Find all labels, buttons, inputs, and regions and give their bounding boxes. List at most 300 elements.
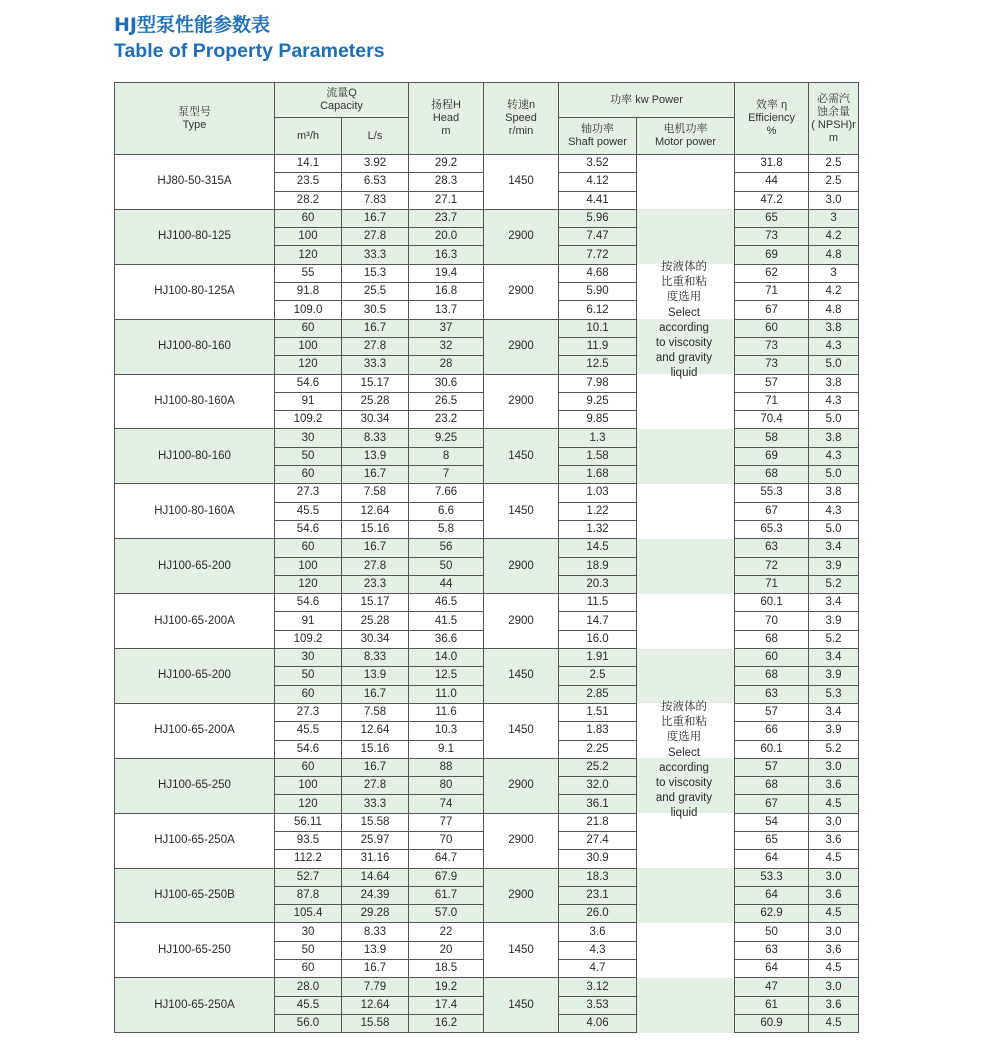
efficiency-cell: 50	[735, 923, 809, 941]
efficiency-cell: 53.3	[735, 868, 809, 886]
npsh-cell: 4.3	[809, 447, 859, 465]
capacity-m3h-cell: 54.6	[275, 374, 342, 392]
npsh-cell: 4.5	[809, 960, 859, 978]
head-cell: 13.7	[409, 301, 484, 319]
motor-power-cell	[637, 374, 735, 429]
capacity-m3h-cell: 23.5	[275, 173, 342, 191]
head-cell: 80	[409, 777, 484, 795]
capacity-m3h-cell: 120	[275, 575, 342, 593]
header-capacity-ls: L/s	[342, 118, 409, 155]
efficiency-cell: 64	[735, 850, 809, 868]
head-cell: 70	[409, 831, 484, 849]
shaft-power-cell: 5.96	[559, 209, 637, 227]
npsh-cell: 4.5	[809, 1014, 859, 1032]
speed-cell: 2900	[484, 813, 559, 868]
shaft-power-cell: 1.58	[559, 447, 637, 465]
shaft-power-cell: 9.85	[559, 411, 637, 429]
head-cell: 5.8	[409, 520, 484, 538]
motor-power-note-1: 按液体的 比重和粘 度选用 Select according to viscosity and gravity liquid	[655, 261, 713, 380]
head-cell: 88	[409, 758, 484, 776]
capacity-ls-cell: 25.28	[342, 392, 409, 410]
npsh-cell: 3.4	[809, 594, 859, 612]
efficiency-cell: 73	[735, 228, 809, 246]
speed-cell: 1450	[484, 923, 559, 978]
capacity-ls-cell: 14.64	[342, 868, 409, 886]
head-cell: 74	[409, 795, 484, 813]
table-row	[115, 374, 859, 392]
shaft-power-cell: 21.8	[559, 813, 637, 831]
head-cell: 7.66	[409, 484, 484, 502]
capacity-ls-cell: 25.28	[342, 612, 409, 630]
shaft-power-cell: 1.51	[559, 703, 637, 721]
motor-power-cell	[637, 429, 735, 484]
speed-cell: 2900	[484, 868, 559, 923]
shaft-power-cell: 25.2	[559, 758, 637, 776]
efficiency-cell: 71	[735, 392, 809, 410]
property-parameters-table	[114, 82, 859, 1033]
npsh-cell: 3.0	[809, 191, 859, 209]
capacity-m3h-cell: 100	[275, 777, 342, 795]
capacity-m3h-cell: 28.2	[275, 191, 342, 209]
npsh-cell: 3.6	[809, 777, 859, 795]
pump-group	[115, 155, 859, 210]
pump-type-cell: HJ100-65-200	[115, 539, 275, 594]
capacity-m3h-cell: 52.7	[275, 868, 342, 886]
npsh-cell: 4.5	[809, 850, 859, 868]
speed-cell: 2900	[484, 758, 559, 813]
capacity-m3h-cell: 14.1	[275, 155, 342, 173]
capacity-m3h-cell: 60	[275, 758, 342, 776]
head-cell: 23.2	[409, 411, 484, 429]
npsh-cell: 3.0	[809, 868, 859, 886]
head-cell: 16.3	[409, 246, 484, 264]
capacity-ls-cell: 6.53	[342, 173, 409, 191]
capacity-ls-cell: 13.9	[342, 941, 409, 959]
capacity-ls-cell: 30.34	[342, 411, 409, 429]
shaft-power-cell: 7.47	[559, 228, 637, 246]
pump-type-cell: HJ100-80-125A	[115, 264, 275, 319]
efficiency-cell: 62	[735, 264, 809, 282]
efficiency-cell: 54	[735, 813, 809, 831]
shaft-power-cell: 1.32	[559, 520, 637, 538]
shaft-power-cell: 4.7	[559, 960, 637, 978]
speed-cell: 2900	[484, 264, 559, 319]
efficiency-cell: 70	[735, 612, 809, 630]
shaft-power-cell: 20.3	[559, 575, 637, 593]
capacity-m3h-cell: 27.3	[275, 703, 342, 721]
speed-cell: 2900	[484, 374, 559, 429]
capacity-m3h-cell: 56.0	[275, 1014, 342, 1032]
header-capacity-m3h: m³/h	[275, 118, 342, 155]
pump-group	[115, 813, 859, 868]
capacity-m3h-cell: 91	[275, 392, 342, 410]
capacity-m3h-cell: 60	[275, 319, 342, 337]
capacity-m3h-cell: 93.5	[275, 831, 342, 849]
speed-cell: 2900	[484, 594, 559, 649]
capacity-m3h-cell: 60	[275, 466, 342, 484]
capacity-ls-cell: 33.3	[342, 356, 409, 374]
capacity-ls-cell: 16.7	[342, 539, 409, 557]
efficiency-cell: 64	[735, 886, 809, 904]
shaft-power-cell: 36.1	[559, 795, 637, 813]
capacity-ls-cell: 30.34	[342, 630, 409, 648]
shaft-power-cell: 7.72	[559, 246, 637, 264]
pump-type-cell: HJ100-80-125	[115, 209, 275, 264]
head-cell: 44	[409, 575, 484, 593]
npsh-cell: 2.5	[809, 173, 859, 191]
pump-type-cell: HJ100-65-200A	[115, 594, 275, 649]
head-cell: 29.2	[409, 155, 484, 173]
capacity-m3h-cell: 54.6	[275, 594, 342, 612]
npsh-cell: 5.0	[809, 411, 859, 429]
efficiency-cell: 73	[735, 356, 809, 374]
pump-type-cell: HJ100-65-250B	[115, 868, 275, 923]
header-capacity: 流量Q Capacity	[275, 83, 409, 118]
npsh-cell: 4.3	[809, 502, 859, 520]
npsh-cell: 3.8	[809, 374, 859, 392]
capacity-m3h-cell: 100	[275, 228, 342, 246]
capacity-m3h-cell: 54.6	[275, 740, 342, 758]
pump-type-cell: HJ100-65-250A	[115, 978, 275, 1033]
header-npsh: 必需汽 蚀余量 ( NPSH)r m	[809, 83, 859, 155]
pump-type-cell: HJ100-65-200A	[115, 703, 275, 758]
pump-group	[115, 374, 859, 429]
efficiency-cell: 73	[735, 337, 809, 355]
speed-cell: 1450	[484, 429, 559, 484]
npsh-cell: 3.8	[809, 429, 859, 447]
shaft-power-cell: 1.91	[559, 649, 637, 667]
speed-cell: 2900	[484, 319, 559, 374]
speed-cell: 1450	[484, 978, 559, 1033]
shaft-power-cell: 27.4	[559, 831, 637, 849]
pump-group	[115, 594, 859, 649]
capacity-ls-cell: 29.28	[342, 905, 409, 923]
table-row	[115, 868, 859, 886]
npsh-cell: 5.0	[809, 520, 859, 538]
head-cell: 41.5	[409, 612, 484, 630]
header-shaft-power: 轴功率 Shaft power	[559, 118, 637, 155]
pump-group	[115, 923, 859, 978]
capacity-ls-cell: 25.5	[342, 283, 409, 301]
efficiency-cell: 57	[735, 758, 809, 776]
efficiency-cell: 71	[735, 575, 809, 593]
npsh-cell: 3.0	[809, 978, 859, 996]
capacity-m3h-cell: 60	[275, 209, 342, 227]
npsh-cell: 3.9	[809, 722, 859, 740]
efficiency-cell: 65.3	[735, 520, 809, 538]
table-row	[115, 813, 859, 831]
pump-group	[115, 484, 859, 539]
efficiency-cell: 63	[735, 941, 809, 959]
capacity-ls-cell: 13.9	[342, 667, 409, 685]
head-cell: 14.0	[409, 649, 484, 667]
head-cell: 36.6	[409, 630, 484, 648]
pump-group	[115, 264, 859, 319]
pump-type-cell: HJ100-65-250	[115, 923, 275, 978]
capacity-m3h-cell: 50	[275, 941, 342, 959]
npsh-cell: 3.0	[809, 813, 859, 831]
npsh-cell: 3.9	[809, 557, 859, 575]
capacity-ls-cell: 7.58	[342, 703, 409, 721]
speed-cell: 1450	[484, 703, 559, 758]
shaft-power-cell: 4.12	[559, 173, 637, 191]
efficiency-cell: 60	[735, 319, 809, 337]
capacity-ls-cell: 25.97	[342, 831, 409, 849]
head-cell: 28	[409, 356, 484, 374]
head-cell: 9.25	[409, 429, 484, 447]
capacity-m3h-cell: 60	[275, 685, 342, 703]
motor-power-cell	[637, 484, 735, 539]
capacity-m3h-cell: 27.3	[275, 484, 342, 502]
shaft-power-cell: 1.3	[559, 429, 637, 447]
capacity-ls-cell: 7.83	[342, 191, 409, 209]
head-cell: 8	[409, 447, 484, 465]
capacity-ls-cell: 23.3	[342, 575, 409, 593]
shaft-power-cell: 3.52	[559, 155, 637, 173]
shaft-power-cell: 18.3	[559, 868, 637, 886]
head-cell: 20.0	[409, 228, 484, 246]
shaft-power-cell: 3.6	[559, 923, 637, 941]
npsh-cell: 4.8	[809, 246, 859, 264]
motor-power-cell	[637, 209, 735, 264]
pump-type-cell: HJ100-80-160	[115, 319, 275, 374]
efficiency-cell: 60.1	[735, 740, 809, 758]
npsh-cell: 4.8	[809, 301, 859, 319]
efficiency-cell: 67	[735, 502, 809, 520]
capacity-m3h-cell: 60	[275, 960, 342, 978]
capacity-m3h-cell: 91	[275, 612, 342, 630]
capacity-m3h-cell: 100	[275, 337, 342, 355]
motor-power-cell	[637, 868, 735, 923]
pump-type-cell: HJ100-65-250	[115, 758, 275, 813]
capacity-ls-cell: 15.17	[342, 374, 409, 392]
capacity-m3h-cell: 45.5	[275, 722, 342, 740]
efficiency-cell: 31.8	[735, 155, 809, 173]
table-row	[115, 539, 859, 557]
capacity-ls-cell: 27.8	[342, 228, 409, 246]
table-header	[115, 83, 859, 155]
npsh-cell: 4.2	[809, 228, 859, 246]
capacity-m3h-cell: 120	[275, 246, 342, 264]
capacity-ls-cell: 8.33	[342, 649, 409, 667]
head-cell: 32	[409, 337, 484, 355]
head-cell: 61.7	[409, 886, 484, 904]
capacity-ls-cell: 16.7	[342, 209, 409, 227]
head-cell: 12.5	[409, 667, 484, 685]
efficiency-cell: 68	[735, 777, 809, 795]
motor-power-cell	[637, 539, 735, 594]
motor-power-cell	[637, 978, 735, 1033]
capacity-ls-cell: 15.58	[342, 1014, 409, 1032]
shaft-power-cell: 4.68	[559, 264, 637, 282]
capacity-ls-cell: 27.8	[342, 777, 409, 795]
pump-type-cell: HJ100-80-160A	[115, 374, 275, 429]
efficiency-cell: 68	[735, 630, 809, 648]
head-cell: 30.6	[409, 374, 484, 392]
capacity-m3h-cell: 28.0	[275, 978, 342, 996]
speed-cell: 2900	[484, 539, 559, 594]
efficiency-cell: 63	[735, 539, 809, 557]
shaft-power-cell: 1.68	[559, 466, 637, 484]
table-row	[115, 155, 859, 173]
shaft-power-cell: 14.7	[559, 612, 637, 630]
shaft-power-cell: 2.25	[559, 740, 637, 758]
capacity-m3h-cell: 45.5	[275, 996, 342, 1014]
capacity-ls-cell: 31.16	[342, 850, 409, 868]
efficiency-cell: 60.9	[735, 1014, 809, 1032]
shaft-power-cell: 1.83	[559, 722, 637, 740]
capacity-ls-cell: 16.7	[342, 960, 409, 978]
efficiency-cell: 65	[735, 831, 809, 849]
capacity-ls-cell: 15.3	[342, 264, 409, 282]
npsh-cell: 4.3	[809, 337, 859, 355]
table-row	[115, 758, 859, 776]
pump-group	[115, 319, 859, 374]
head-cell: 20	[409, 941, 484, 959]
shaft-power-cell: 23.1	[559, 886, 637, 904]
head-cell: 37	[409, 319, 484, 337]
pump-group	[115, 978, 859, 1033]
head-cell: 11.6	[409, 703, 484, 721]
efficiency-cell: 60.1	[735, 594, 809, 612]
capacity-ls-cell: 7.79	[342, 978, 409, 996]
efficiency-cell: 65	[735, 209, 809, 227]
npsh-cell: 2.5	[809, 155, 859, 173]
head-cell: 10.3	[409, 722, 484, 740]
npsh-cell: 3	[809, 209, 859, 227]
npsh-cell: 4.5	[809, 905, 859, 923]
efficiency-cell: 67	[735, 301, 809, 319]
shaft-power-cell: 26.0	[559, 905, 637, 923]
efficiency-cell: 68	[735, 466, 809, 484]
capacity-m3h-cell: 55	[275, 264, 342, 282]
pump-group	[115, 758, 859, 813]
head-cell: 9.1	[409, 740, 484, 758]
capacity-ls-cell: 15.58	[342, 813, 409, 831]
npsh-cell: 3.4	[809, 539, 859, 557]
speed-cell: 1450	[484, 649, 559, 704]
efficiency-cell: 62.9	[735, 905, 809, 923]
shaft-power-cell: 4.06	[559, 1014, 637, 1032]
speed-cell: 1450	[484, 484, 559, 539]
npsh-cell: 5.0	[809, 466, 859, 484]
header-power: 功率 kw Power	[559, 83, 735, 118]
capacity-m3h-cell: 45.5	[275, 502, 342, 520]
shaft-power-cell: 9.25	[559, 392, 637, 410]
capacity-ls-cell: 12.64	[342, 996, 409, 1014]
npsh-cell: 3	[809, 264, 859, 282]
header-head: 扬程H Head m	[409, 83, 484, 155]
pump-type-cell: HJ80-50-315A	[115, 155, 275, 210]
capacity-ls-cell: 27.8	[342, 337, 409, 355]
head-cell: 50	[409, 557, 484, 575]
capacity-ls-cell: 33.3	[342, 795, 409, 813]
capacity-ls-cell: 8.33	[342, 429, 409, 447]
shaft-power-cell: 18.9	[559, 557, 637, 575]
npsh-cell: 3.6	[809, 996, 859, 1014]
capacity-m3h-cell: 50	[275, 667, 342, 685]
capacity-m3h-cell: 105.4	[275, 905, 342, 923]
capacity-m3h-cell: 120	[275, 795, 342, 813]
capacity-m3h-cell: 30	[275, 429, 342, 447]
pump-group	[115, 868, 859, 923]
head-cell: 16.8	[409, 283, 484, 301]
shaft-power-cell: 12.5	[559, 356, 637, 374]
capacity-m3h-cell: 120	[275, 356, 342, 374]
pump-group	[115, 539, 859, 594]
npsh-cell: 3.0	[809, 758, 859, 776]
capacity-m3h-cell: 54.6	[275, 520, 342, 538]
page-title-cn: HJ型泵性能参数表	[114, 14, 270, 36]
header-type: 泵型号 Type	[115, 83, 275, 155]
head-cell: 56	[409, 539, 484, 557]
shaft-power-cell: 32.0	[559, 777, 637, 795]
motor-power-cell	[637, 594, 735, 649]
efficiency-cell: 66	[735, 722, 809, 740]
capacity-ls-cell: 15.16	[342, 520, 409, 538]
head-cell: 28.3	[409, 173, 484, 191]
shaft-power-cell: 1.22	[559, 502, 637, 520]
capacity-ls-cell: 13.9	[342, 447, 409, 465]
head-cell: 67.9	[409, 868, 484, 886]
pump-group	[115, 429, 859, 484]
shaft-power-cell: 14.5	[559, 539, 637, 557]
motor-power-note-2: 按液体的 比重和粘 度选用 Select according to viscosity and gravity liquid	[655, 701, 713, 820]
npsh-cell: 5.2	[809, 630, 859, 648]
npsh-cell: 5.3	[809, 685, 859, 703]
pump-type-cell: HJ100-80-160A	[115, 484, 275, 539]
capacity-ls-cell: 27.8	[342, 557, 409, 575]
speed-cell: 1450	[484, 155, 559, 210]
capacity-ls-cell: 33.3	[342, 246, 409, 264]
pump-group	[115, 649, 859, 704]
capacity-m3h-cell: 56.11	[275, 813, 342, 831]
capacity-m3h-cell: 100	[275, 557, 342, 575]
shaft-power-cell: 7.98	[559, 374, 637, 392]
head-cell: 11.0	[409, 685, 484, 703]
npsh-cell: 3.4	[809, 703, 859, 721]
npsh-cell: 5.2	[809, 575, 859, 593]
capacity-m3h-cell: 87.8	[275, 886, 342, 904]
table-row	[115, 264, 859, 282]
pump-type-cell: HJ100-65-250A	[115, 813, 275, 868]
head-cell: 46.5	[409, 594, 484, 612]
capacity-m3h-cell: 30	[275, 923, 342, 941]
table-row	[115, 319, 859, 337]
shaft-power-cell: 11.5	[559, 594, 637, 612]
motor-power-cell	[637, 923, 735, 978]
capacity-m3h-cell: 60	[275, 539, 342, 557]
efficiency-cell: 57	[735, 703, 809, 721]
head-cell: 19.4	[409, 264, 484, 282]
header-motor-power: 电机功率 Motor power	[637, 118, 735, 155]
shaft-power-cell: 2.85	[559, 685, 637, 703]
table-row	[115, 429, 859, 447]
efficiency-cell: 69	[735, 447, 809, 465]
shaft-power-cell: 10.1	[559, 319, 637, 337]
head-cell: 77	[409, 813, 484, 831]
speed-cell: 2900	[484, 209, 559, 264]
head-cell: 16.2	[409, 1014, 484, 1032]
efficiency-cell: 67	[735, 795, 809, 813]
efficiency-cell: 69	[735, 246, 809, 264]
efficiency-cell: 72	[735, 557, 809, 575]
head-cell: 18.5	[409, 960, 484, 978]
npsh-cell: 3.4	[809, 649, 859, 667]
shaft-power-cell: 5.90	[559, 283, 637, 301]
capacity-m3h-cell: 91.8	[275, 283, 342, 301]
npsh-cell: 5.2	[809, 740, 859, 758]
